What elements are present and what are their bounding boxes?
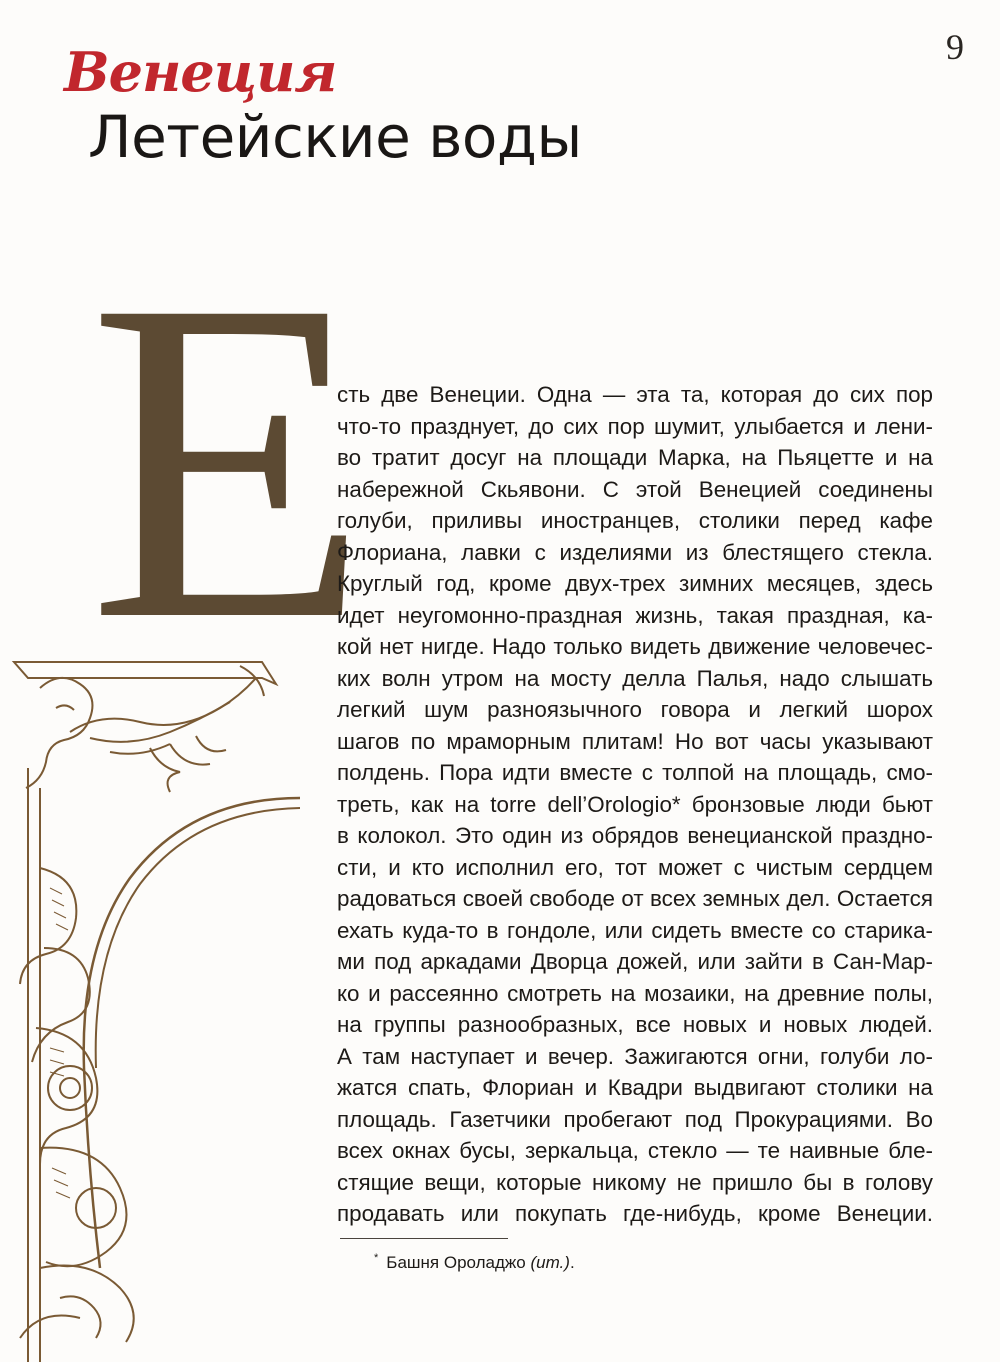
text-line: на группы разнообразных, все новых и новых людей. xyxy=(337,1012,933,1037)
footnote xyxy=(374,1252,575,1273)
text-line: сти, и кто исполнил его, тот может с чистым сердцем xyxy=(337,854,933,880)
text-line: площадь. Газетчики пробегают под Прокурациями. Во xyxy=(337,1106,933,1132)
text-line: во тратит досуг на площади Марка, на Пьяцетте и на xyxy=(337,445,933,470)
text-line: кой нет нигде. Надо только видеть движение человечес- xyxy=(337,634,933,659)
footnote-marker: * xyxy=(374,1252,379,1264)
text-line: полдень. Пора идти вместе с толпой на площадь, смо- xyxy=(337,760,933,785)
footnote-language-note: (ит.) xyxy=(530,1253,570,1272)
text-line: ми под аркадами Дворца дожей, или зайти в Сан-Мар- xyxy=(337,949,933,974)
text-line: продавать или покупать где-нибудь, кроме Венеции. xyxy=(337,1201,933,1226)
drop-cap: Е xyxy=(88,205,369,715)
text-line: стящие вещи, которые никому не пришло бы в голову xyxy=(337,1169,933,1195)
griffin-ornament-icon xyxy=(0,648,300,1362)
footnote-text: Башня Ороладжо xyxy=(386,1253,531,1272)
page-number: 9 xyxy=(946,27,964,67)
body-text xyxy=(337,379,933,1230)
text-line: набережной Скьявони. С этой Венецией соединены xyxy=(337,476,933,502)
text-line: голуби, приливы иностранцев, столики перед кафе xyxy=(337,508,933,533)
footnote-divider xyxy=(340,1238,508,1239)
text-line: А там наступает и вечер. Зажигаются огни, голуби ло- xyxy=(337,1043,933,1069)
text-line: Флориана, лавки с изделиями из блестящего стекла. xyxy=(337,539,933,565)
text-line: сть две Венеции. Одна — эта та, которая до сих пор xyxy=(337,382,933,407)
text-line: легкий шум разноязычного говора и легкий шорох xyxy=(337,697,933,722)
text-line: что-то празднует, до сих пор шумит, улыбается и лени- xyxy=(337,413,933,439)
text-line: жатся спать, Флориан и Квадри выдвигают столики на xyxy=(337,1075,933,1100)
text-line: ехать куда-то в гондоле, или сидеть вместе со старика- xyxy=(337,917,933,943)
section-title: Венеция xyxy=(64,40,337,104)
text-line: идет неугомонно-праздная жизнь, такая праздная, ка- xyxy=(337,602,933,628)
text-line: Круглый год, кроме двух-трех зимних месяцев, здесь xyxy=(337,571,933,596)
text-line: ко и рассеянно смотреть на мозаики, на древние полы, xyxy=(337,980,933,1006)
text-line: треть, как на torre dell’Orologio* бронзовые люди бьют xyxy=(337,791,933,817)
text-line: ких волн утром на мосту делла Палья, надо слышать xyxy=(337,665,933,691)
chapter-title: Летейские воды xyxy=(88,103,582,171)
text-line: шагов по мраморным плитам! Но вот часы указывают xyxy=(337,728,933,754)
text-line: всех окнах бусы, зеркальца, стекло — те наивные бле- xyxy=(337,1138,933,1163)
text-line: радоваться своей свободе от всех земных дел. Остается xyxy=(337,886,933,911)
footnote-end: . xyxy=(569,1253,575,1272)
text-line: в колокол. Это один из обрядов венецианской праздно- xyxy=(337,823,933,848)
